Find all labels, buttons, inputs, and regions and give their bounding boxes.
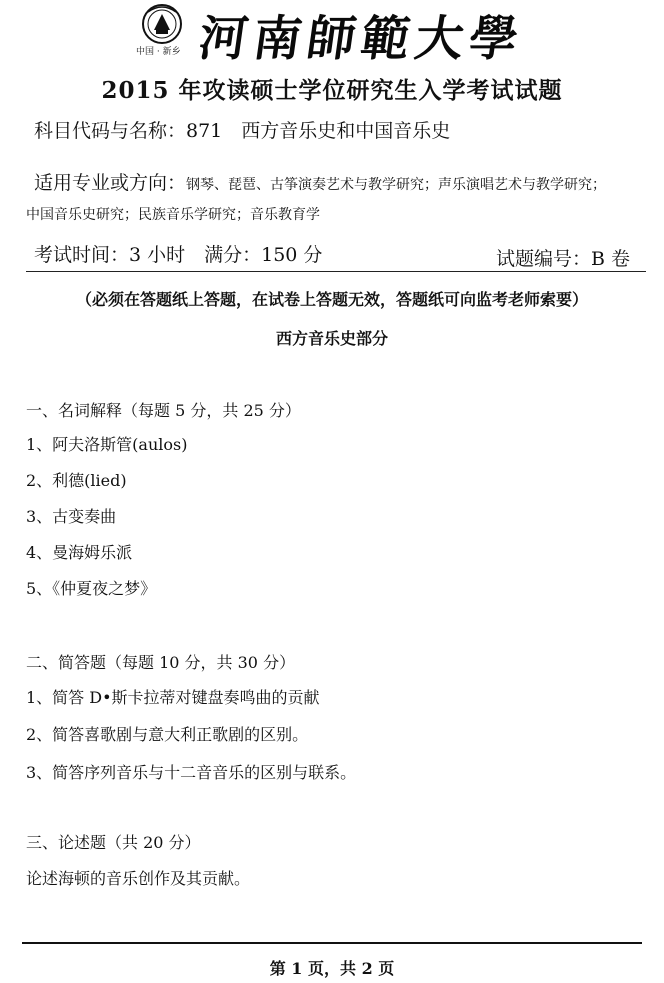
header-divider — [26, 271, 646, 272]
footer-divider — [22, 942, 642, 944]
exam-title: 2015 年攻读硕士学位研究生入学考试试题 — [101, 77, 563, 104]
major-text: 钢琴、琵琶、古筝演奏艺术与教学研究；声乐演唱艺术与教学研究； — [186, 177, 607, 193]
logo-caption: 中国 · 新乡 — [136, 47, 181, 57]
section-1-item: 2、利德(lied) — [26, 471, 127, 490]
paper-number: 试题编号：B 卷 — [495, 248, 630, 270]
part-title: 西方音乐史部分 — [275, 329, 388, 348]
section-3-title: 三、论述题（共 20 分） — [26, 833, 201, 852]
seal-icon — [136, 2, 188, 46]
university-name: 河南師範大學 — [195, 11, 528, 67]
section-3-item: 论述海顿的音乐创作及其贡献。 — [26, 869, 251, 888]
subject-line: 科目代码与名称：871 西方音乐史和中国音乐史 — [34, 120, 451, 142]
section-1-item: 3、古变奏曲 — [26, 507, 117, 526]
section-1-item: 4、曼海姆乐派 — [26, 543, 133, 562]
page-number: 第 1 页，共 2 页 — [269, 959, 395, 978]
major-line — [34, 168, 606, 195]
section-1-title: 一、名词解释（每题 5 分，共 25 分） — [26, 401, 301, 420]
answer-notice: （必须在答题纸上答题，在试卷上答题无效，答题纸可向监考老师索要） — [75, 290, 588, 309]
section-2-item: 3、简答序列音乐与十二音音乐的区别与联系。 — [26, 763, 357, 782]
major-continued: 中国音乐史研究；民族音乐学研究；音乐教育学 — [26, 207, 320, 223]
section-1-item: 1、阿夫洛斯管(aulos) — [26, 435, 188, 454]
major-label: 适用专业或方向： — [34, 172, 187, 194]
section-2-item: 1、简答 D•斯卡拉蒂对键盘奏鸣曲的贡献 — [26, 688, 320, 707]
section-2-title: 二、简答题（每题 10 分，共 30 分） — [26, 653, 296, 672]
section-2-item: 2、简答喜歌剧与意大利正歌剧的区别。 — [26, 725, 309, 744]
time-score-line: 考试时间：3 小时 满分：150 分 — [34, 244, 323, 266]
section-1-item: 5、《仲夏夜之梦》 — [26, 579, 157, 598]
